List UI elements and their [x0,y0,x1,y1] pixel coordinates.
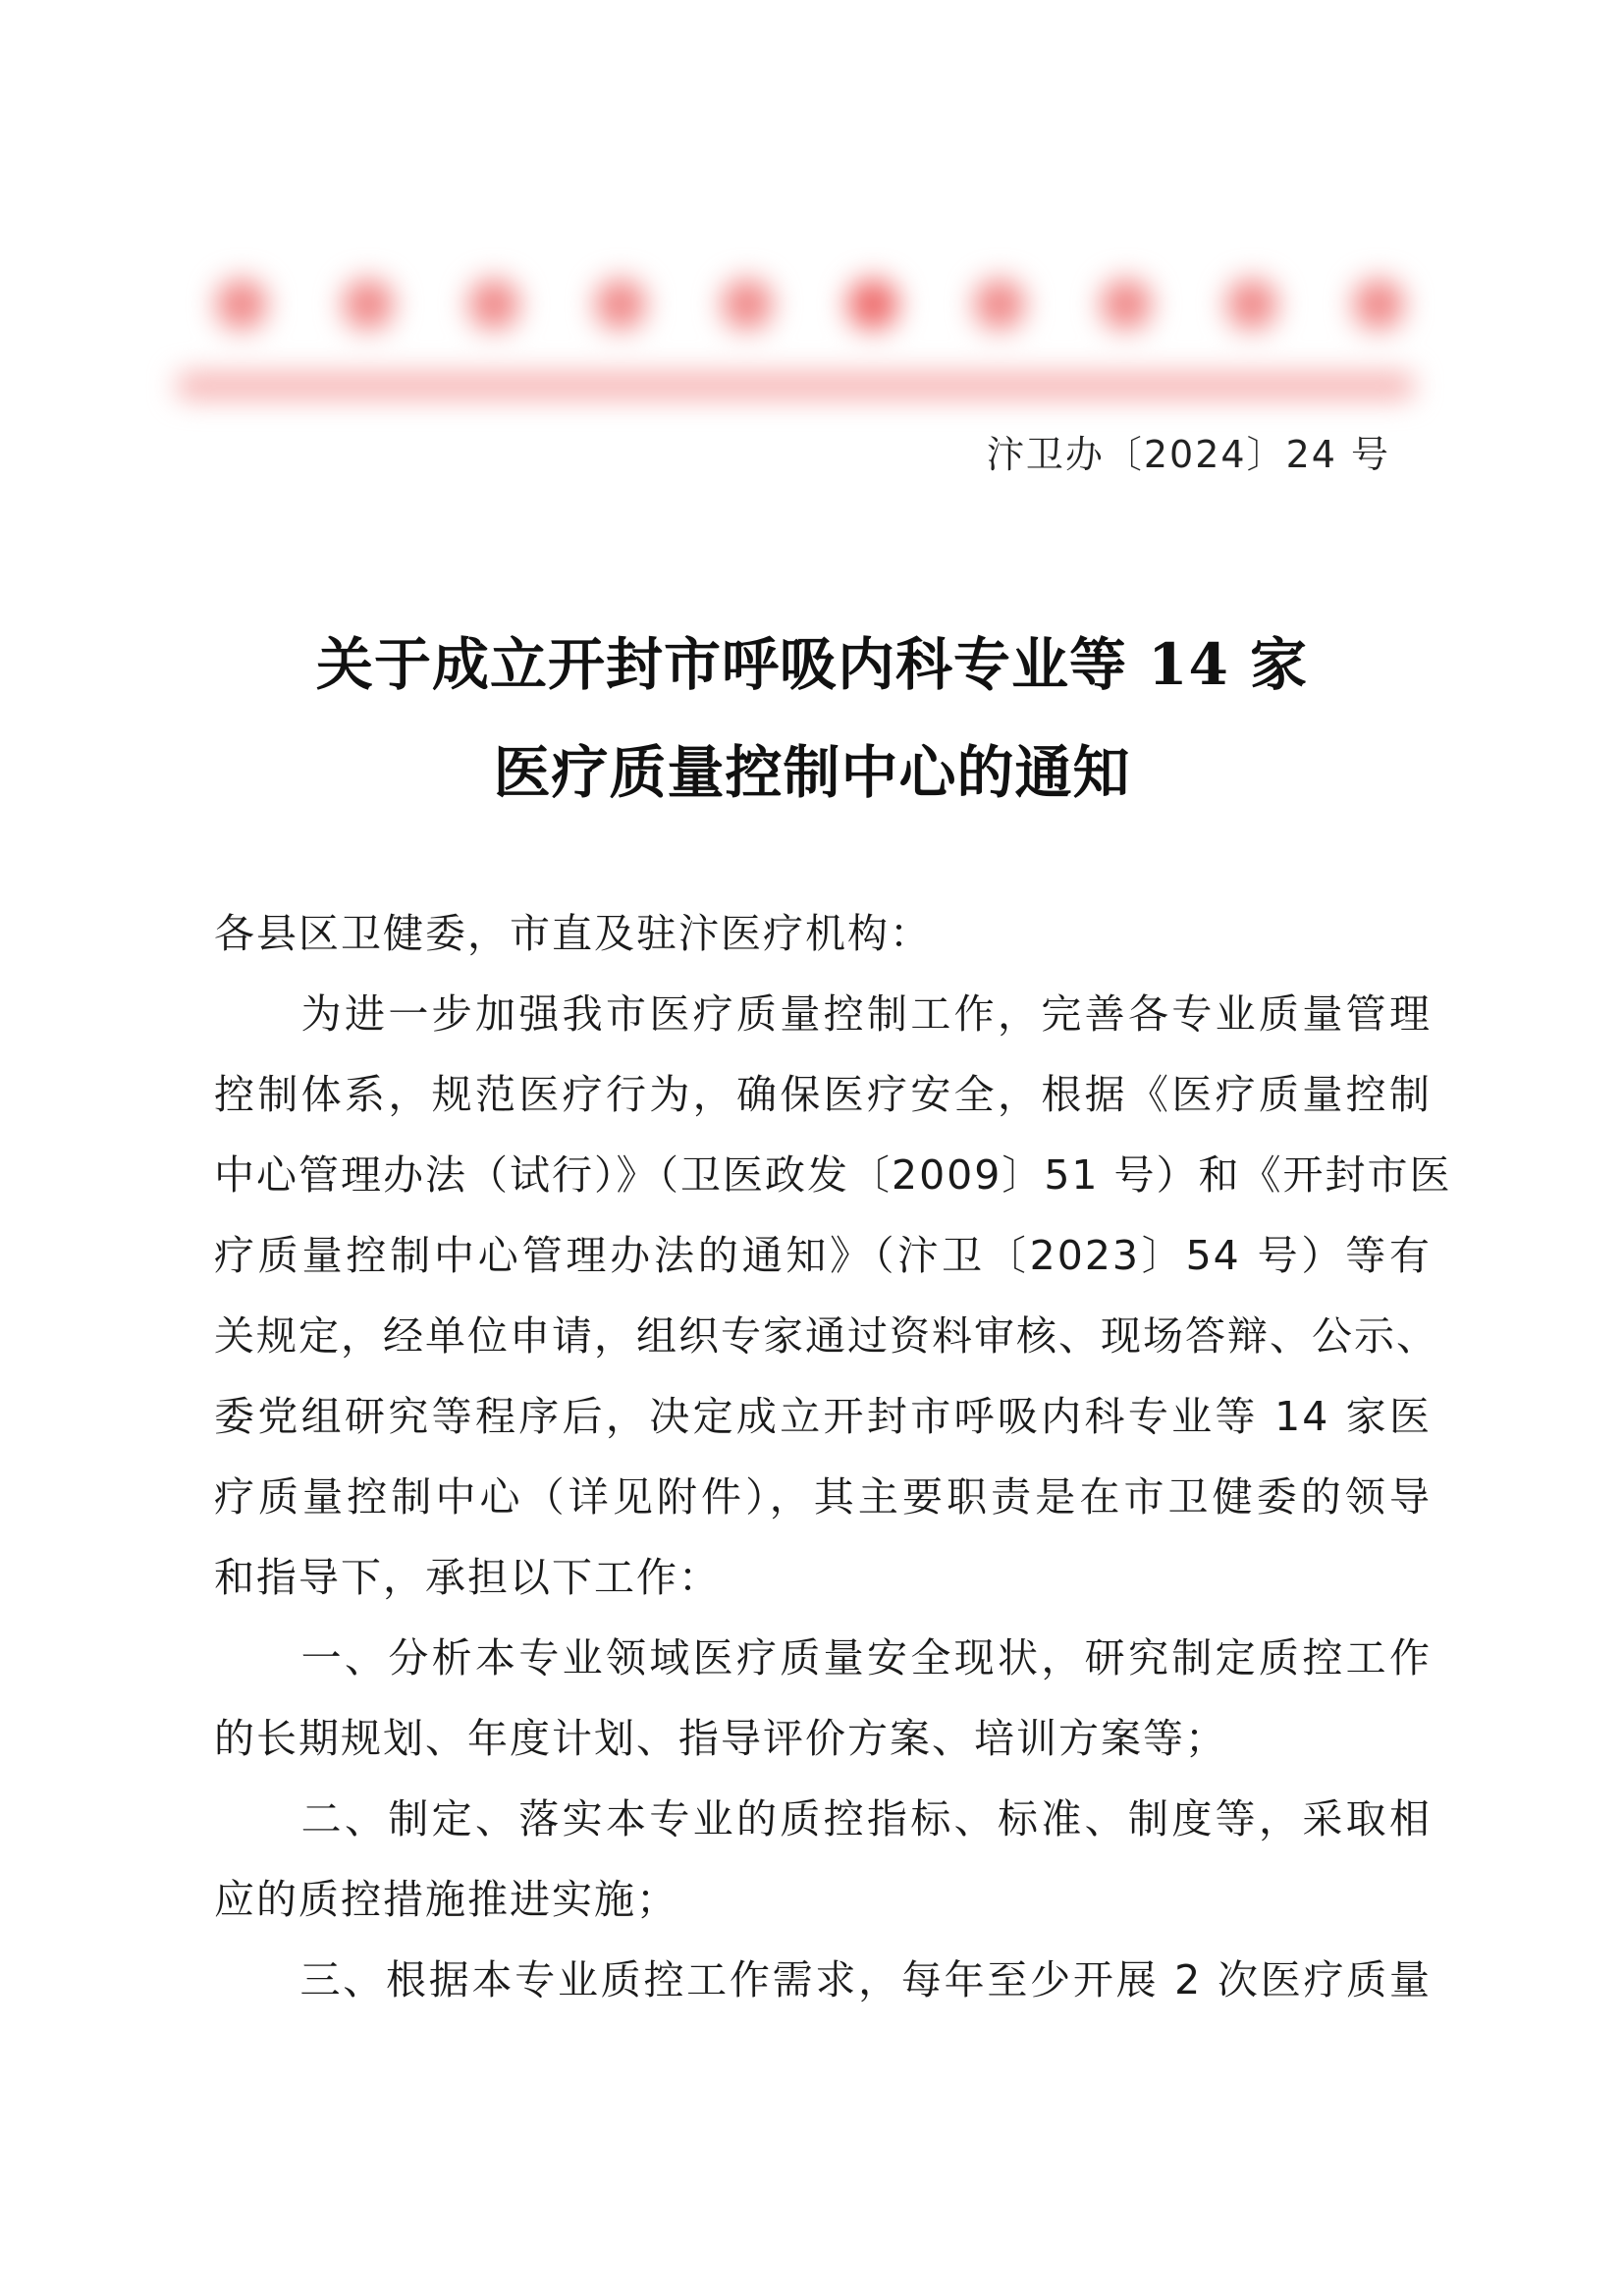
body-line: 二、制定、落实本专业的质控指标、标准、制度等，采取相 [214,1795,1432,1842]
body-line: 三、根据本专业质控工作需求，每年至少开展 2 次医疗质量 [214,1956,1432,2003]
body-line: 疗质量控制中心管理办法的通知》（汴卫〔2023〕54 号）等有 [214,1232,1432,1279]
body-line: 一、分析本专业领域医疗质量安全现状，研究制定质控工作 [214,1634,1432,1682]
body-line: 中心管理办法（试行）》（卫医政发〔2009〕51 号）和《开封市医 [214,1151,1452,1199]
letterhead-char [1353,279,1404,330]
body-line: 关规定，经单位申请，组织专家通过资料审核、现场答辩、公示、 [214,1312,1438,1360]
body-line: 为进一步加强我市医疗质量控制工作，完善各专业质量管理 [214,990,1432,1038]
letterhead-char [1101,279,1152,330]
letterhead-char [595,279,646,330]
letterhead-char [974,279,1025,330]
body-line: 疗质量控制中心（详见附件），其主要职责是在市卫健委的领导 [214,1473,1432,1521]
letterhead-red-rule [177,373,1414,399]
body-line: 和指导下，承担以下工作： [214,1554,721,1601]
body-line: 控制体系，规范医疗行为，确保医疗安全，根据《医疗质量控制 [214,1071,1432,1118]
letterhead-characters [187,255,1434,353]
body-line: 的长期规划、年度计划、指导评价方案、培训方案等； [214,1715,1227,1762]
document-number: 汴卫办〔2024〕24 号 [986,433,1390,476]
title-line-2: 医疗质量控制中心的通知 [493,739,1131,806]
body-text [214,893,1452,2020]
letterhead-char [847,279,898,330]
blurred-letterhead [187,236,1434,412]
letterhead-char [722,279,773,330]
letterhead-char [343,279,394,330]
letterhead-char [216,279,267,330]
letterhead-char [1226,279,1277,330]
letterhead-char [468,279,519,330]
body-line: 应的质控措施推进实施； [214,1876,678,1923]
body-line: 委党组研究等程序后，决定成立开封市呼吸内科专业等 14 家医 [214,1393,1432,1440]
body-line: 各县区卫健委，市直及驻汴医疗机构： [214,910,932,957]
title-line-1: 关于成立开封市呼吸内科专业等 14 家 [315,631,1309,698]
